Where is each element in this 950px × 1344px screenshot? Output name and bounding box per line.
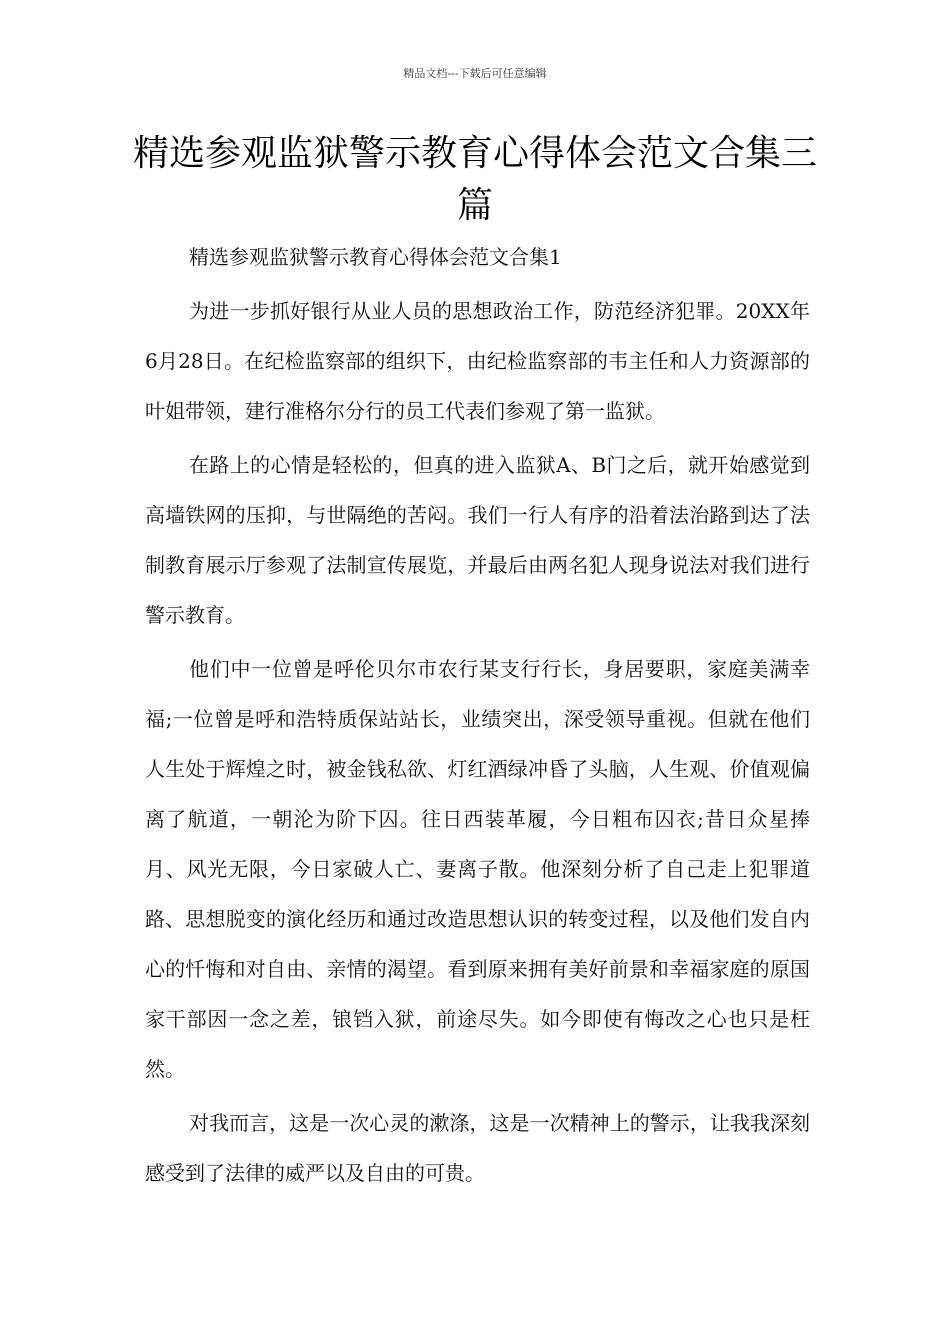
paragraph-3: 他们中一位曾是呼伦贝尔市农行某支行行长，身居要职，家庭美满幸福;一位曾是呼和浩特质保站站长，业绩突出，深受领导重视。但就在他们人生处于辉煌之时，被金钱私欲、灯红酒绿冲昏了头脑，人生观、价值观偏离了航道，一朝沦为阶下囚。往日西装革履，今日粗布囚衣;昔日众星捧月、风光无限，今日家破人亡、妻离子散。他深刻分析了自己走上犯罪道路、思想脱变的演化经历和通过改造思想认识的转变过程，以及他们发自内心的忏悔和对自由、亲情的渴望。看到原来拥有美好前景和幸福家庭的原国家干部因一念之差，锒铛入狱，前途尽失。如今即使有悔改之心也只是枉然。 <box>145 657 810 1081</box>
paragraph-1: 为进一步抓好银行从业人员的思想政治工作，防范经济犯罪。20XX年6月28日。在纪检监察部的组织下，由纪检监察部的韦主任和人力资源部的叶姐带领，建行准格尔分行的员工代表们参观了第一监狱。 <box>145 299 810 423</box>
header-note: 精品文档---下载后可任意编辑 <box>403 67 547 80</box>
section-heading: 精选参观监狱警示教育心得体会范文合集1 <box>189 245 562 269</box>
paragraph-2: 在路上的心情是轻松的，但真的进入监狱A、B门之后，就开始感觉到高墙铁网的压抑，与世隔绝的苦闷。我们一行人有序的沿着法治路到达了法制教育展示厅参观了法制宣传展览，并最后由两名犯人现身说法对我们进行警示教育。 <box>145 453 810 627</box>
document-body <box>145 232 810 1198</box>
document-title: 精选参观监狱警示教育心得体会范文合集三篇 <box>132 133 817 226</box>
paragraph-4: 对我而言，这是一次心灵的漱涤，这是一次精神上的警示，让我我深刻感受到了法律的威严以及自由的可贵。 <box>145 1111 810 1185</box>
